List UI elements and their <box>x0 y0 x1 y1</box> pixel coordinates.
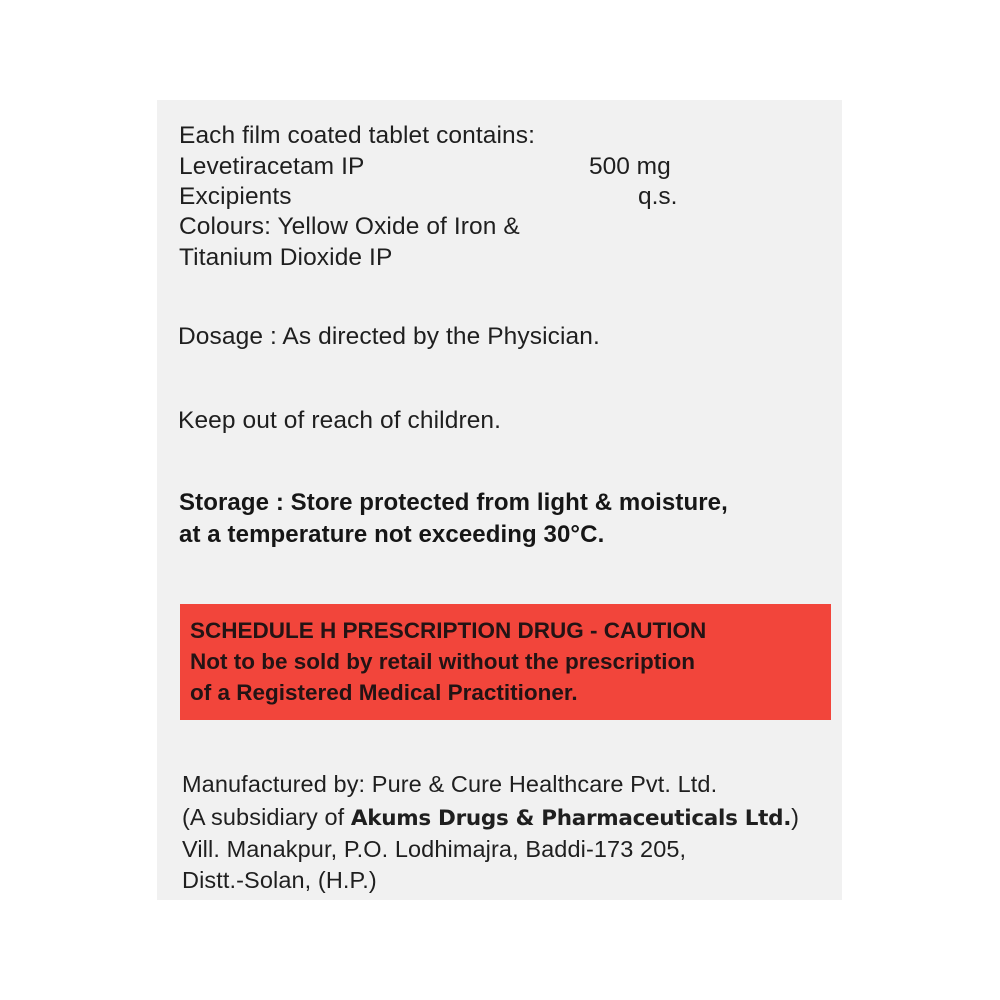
caution-line-3: of a Registered Medical Practitioner. <box>190 680 578 705</box>
subsidiary-prefix: (A subsidiary of <box>182 804 351 830</box>
storage-line-1: Storage : Store protected from light & moisture, <box>179 489 728 516</box>
schedule-h-caution-box <box>180 604 831 720</box>
manufacturer-address-line-1: Vill. Manakpur, P.O. Lodhimajra, Baddi-173 205, <box>182 836 687 862</box>
children-warning: Keep out of reach of children. <box>178 407 502 434</box>
storage-line-2: at a temperature not exceeding 30°C. <box>179 521 605 548</box>
ingredient-name-levetiracetam: Levetiracetam IP <box>179 153 365 180</box>
ingredient-name-excipients: Excipients <box>179 183 292 210</box>
ingredient-amount-excipients: q.s. <box>638 183 678 210</box>
caution-line-1: SCHEDULE H PRESCRIPTION DRUG - CAUTION <box>190 618 707 643</box>
manufacturer-address-line-2: Distt.-Solan, (H.P.) <box>182 867 377 893</box>
ingredient-amount-levetiracetam: 500 mg <box>589 153 671 180</box>
colours-line-1: Colours: Yellow Oxide of Iron & <box>179 213 520 240</box>
colours-line-2: Titanium Dioxide IP <box>179 244 393 271</box>
manufacturer-line-2 <box>182 806 799 830</box>
caution-line-2: Not to be sold by retail without the prescription <box>190 649 696 674</box>
parent-company-name: Akums Drugs & Pharmaceuticals Ltd. <box>350 806 792 831</box>
manufacturer-line-1: Manufactured by: Pure & Cure Healthcare Pvt. Ltd. <box>182 771 718 797</box>
dosage-text: Dosage : As directed by the Physician. <box>178 323 600 350</box>
subsidiary-suffix: ) <box>791 804 800 830</box>
composition-heading: Each film coated tablet contains: <box>179 122 536 149</box>
